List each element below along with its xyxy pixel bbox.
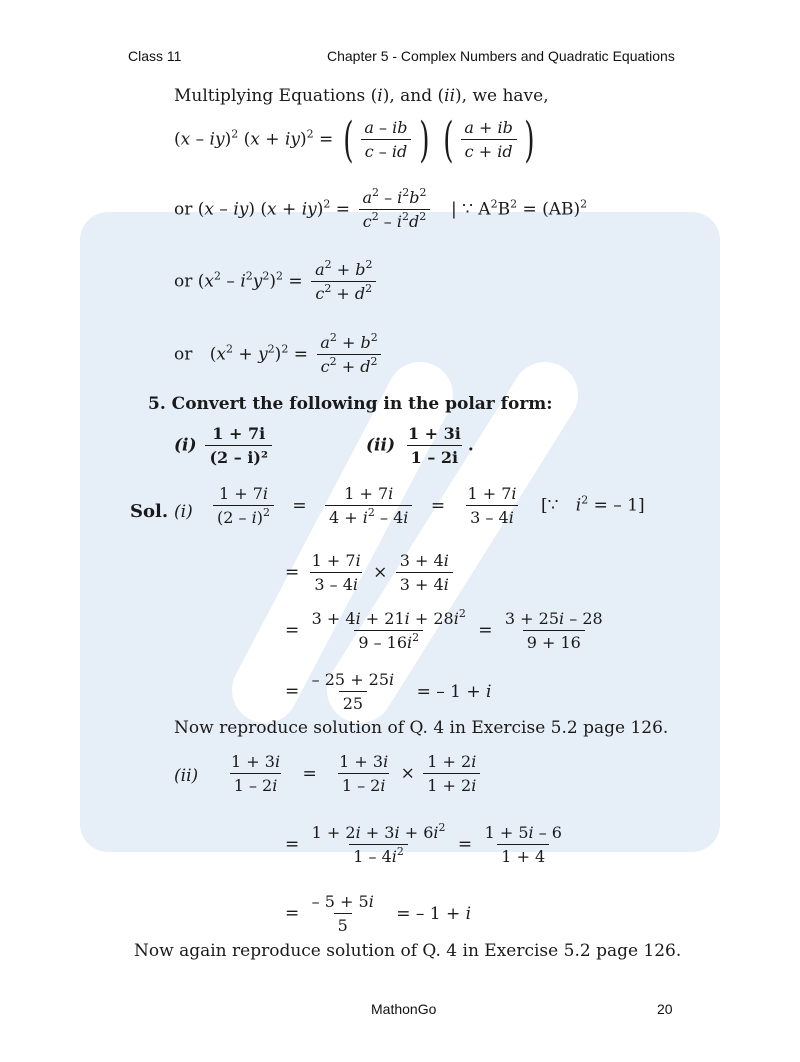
equation-or-2: or $(x^2 - i^2y^2)^2$ = $\frac{a^2 + b^2}{c^2 + d^2}$: [174, 262, 379, 302]
question-title: 5. Convert the following in the polar form:: [148, 394, 553, 414]
footer-page-number: 20: [657, 1001, 673, 1017]
solution-ii-step-1: $\frac{1 + 3i}{1 - 2i}$ = $\frac{1 + 3i}{1 - 2i}$ × $\frac{1 + 2i}{1 + 2i}$: [224, 754, 483, 794]
equation-or-3: or $(x^2 + y^2)^2$ = $\frac{a^2 + b^2}{c^2 + d^2}$: [174, 335, 385, 375]
equation-or-1: or (x – iy) (x + iy)$^2$ = $\frac{a^2 - i^2b^2}{c^2 - i^2d^2}$ | ∵ $A^2B^2 = (AB)^2$: [174, 186, 588, 231]
question-part-i: (i) $\frac{1 + 7i}{\text{(2 – i)²}}$: [174, 426, 275, 466]
solution-ii-step-2: = $\frac{1 + 2i + 3i + 6i^2}{1 - 4i^2}$ = $\frac{1 + 5i - 6}{1 + 4}$: [285, 821, 562, 866]
header-class-label: Class 11: [128, 48, 182, 64]
solution-i-step-2: = $\frac{1 + 7i}{3 - 4i}$ × $\frac{3 + 4i}{3 + 4i}$: [285, 553, 456, 593]
footer-brand: MathonGo: [371, 1001, 437, 1017]
question-part-ii: (ii) $\frac{1 + 3i}{1 - 2i}$ .: [366, 424, 474, 467]
solution-part-i-label: (i): [174, 502, 193, 522]
header-chapter-title: Chapter 5 - Complex Numbers and Quadratic Equations: [327, 48, 675, 64]
solution-label: Sol.: [130, 501, 169, 522]
equation-product: (x – iy)$^2$ (x + iy)$^2$ = ( $\frac{a - ib}{c - id}$ ) ( $\frac{a + ib}{c + id}$ ): [174, 112, 535, 168]
note-reproduce-2: Now again reproduce solution of Q. 4 in Exercise 5.2 page 126.: [134, 941, 682, 961]
intro-line: Multiplying Equations (i), and (ii), we have,: [174, 86, 549, 106]
solution-i-step-4: = $\frac{- 25 + 25i}{25}$ = – 1 + i: [285, 670, 492, 713]
solution-part-ii-label: (ii): [174, 766, 199, 786]
solution-i-step-1: $\frac{1 + 7i}{(2 - i)^2}$ = $\frac{1 + 7i}{4 + i^2 - 4i}$ = $\frac{1 + 7i}{3 - 4i}$ [∵ $i^2$ = – 1]: [210, 486, 645, 526]
solution-ii-step-3: = $\frac{- 5 + 5i}{5}$ = – 1 + i: [285, 892, 472, 935]
note-reproduce-1: Now reproduce solution of Q. 4 in Exercise 5.2 page 126.: [174, 718, 669, 738]
solution-i-step-3: = $\frac{3 + 4i + 21i + 28i^2}{9 - 16i^2}$ = $\frac{3 + 25i - 28}{9 + 16}$: [285, 607, 603, 652]
